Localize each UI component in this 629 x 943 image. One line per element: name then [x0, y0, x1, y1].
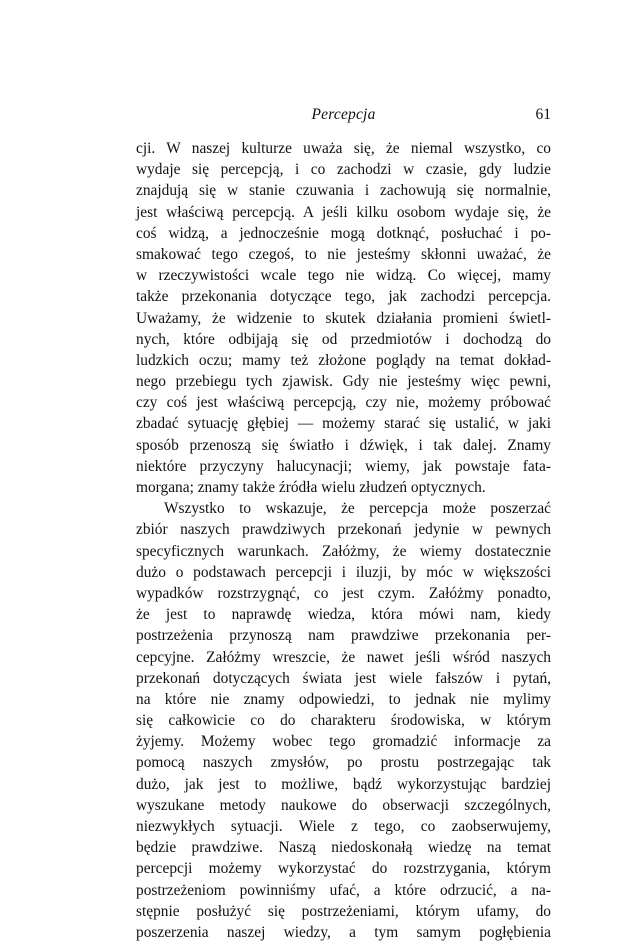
- text-line: ludzkich oczu; mamy też złożone poglądy na temat dokład-: [136, 351, 551, 369]
- running-head: Percepcja: [311, 106, 376, 123]
- text-line: coś widzą, a jednocześnie mogą dotknąć, posłuchać i po-: [136, 224, 551, 242]
- text-line: dużo, jak jest to możliwe, bądź wykorzystując bardziej: [136, 775, 551, 793]
- text-line: postrzeżeniom powinniśmy ufać, a które odrzucić, a na-: [136, 881, 551, 899]
- text-line: na które nie znamy odpowiedzi, to jednak nie mylimy: [136, 690, 551, 708]
- text-line: wyszukane metody naukowe do obserwacji szczególnych,: [136, 796, 551, 814]
- text-line: przekonań dotyczących świata jest wiele fałszów i pytań,: [136, 669, 551, 687]
- text-line: zbadać sytuację głębiej — możemy starać się ustalić, w jaki: [136, 415, 551, 433]
- text-line: nego przebiegu tych zjawisk. Gdy nie jesteśmy więc pewni,: [136, 373, 551, 391]
- text-line: niezwykłych sytuacji. Wiele z tego, co zaobserwujemy,: [136, 818, 551, 835]
- text-line: będzie prawdziwe. Naszą niedoskonałą wiedzę na temat: [136, 839, 551, 857]
- text-line: cji. W naszej kulturze uważa się, że niemal wszystko, co: [136, 140, 551, 157]
- text-line: niektóre przyczyny halucynacji; wiemy, jak powstaje fata-: [136, 457, 551, 475]
- text-line: wypadków rozstrzygnąć, co jest czym. Załóżmy ponadto,: [136, 584, 551, 602]
- text-line: się całkowicie co do charakteru środowiska, w którym: [136, 712, 551, 730]
- text-line: w rzeczywistości wcale tego nie widzą. Co więcej, mamy: [136, 267, 551, 285]
- text-line: cepcyjne. Załóżmy wreszcie, że nawet jeśli wśród naszych: [136, 648, 551, 666]
- text-line: Wszystko to wskazuje, że percepcja może poszerzać: [164, 500, 551, 518]
- text-line: jest właściwą percepcją. A jeśli kilku osobom wydaje się, że: [136, 203, 551, 221]
- body-text: [136, 138, 551, 943]
- text-line: także przekonania dotyczące tego, jak zachodzi percepcja.: [136, 288, 551, 306]
- text-line: wydaje się percepcją, i co zachodzi w czasie, gdy ludzie: [136, 161, 551, 179]
- text-line: percepcji możemy wykorzystać do rozstrzygania, którym: [136, 860, 551, 878]
- text-line: że jest to naprawdę wiedza, która mówi nam, kiedy: [136, 606, 551, 624]
- text-line: nych, które odbijają się od przedmiotów i dochodzą do: [136, 330, 551, 348]
- paragraph-2: [136, 498, 551, 943]
- text-line: pomocą naszych zmysłów, po prostu postrzegając tak: [136, 754, 551, 772]
- text-line: stępnie posłużyć się postrzeżeniami, którym ufamy, do: [136, 902, 551, 920]
- text-line: czy coś jest właściwą percepcją, czy nie, możemy próbować: [136, 394, 551, 412]
- text-line: postrzeżenia przynoszą nam prawdziwe przekonania per-: [136, 627, 551, 645]
- text-line: Uważamy, że widzenie to skutek działania promieni świetl-: [136, 309, 551, 327]
- text-line: żyjemy. Możemy wobec tego gromadzić informacje za: [136, 733, 551, 751]
- text-line: morgana; znamy także źródła wielu złudzeń optycznych.: [136, 479, 486, 496]
- page-header: [136, 104, 551, 130]
- text-line: zbiór naszych prawdziwych przekonań jedynie w pewnych: [136, 521, 551, 539]
- text-line: dużo o podstawach percepcji i iluzji, by móc w większości: [136, 563, 551, 581]
- text-line: sposób przenoszą się światło i dźwięk, i tak dalej. Znamy: [136, 436, 551, 454]
- text-line: poszerzenia naszej wiedzy, a tym samym pogłębienia: [136, 923, 551, 941]
- text-line: specyficznych warunkach. Załóżmy, że wiemy dostatecznie: [136, 542, 551, 560]
- page-number: 61: [535, 106, 551, 123]
- paragraph-1: [136, 138, 551, 498]
- text-line: znajdują się w stanie czuwania i zachowują się normalnie,: [136, 182, 551, 200]
- text-line: smakować tego czegoś, to nie jesteśmy skłonni uważać, że: [136, 245, 551, 263]
